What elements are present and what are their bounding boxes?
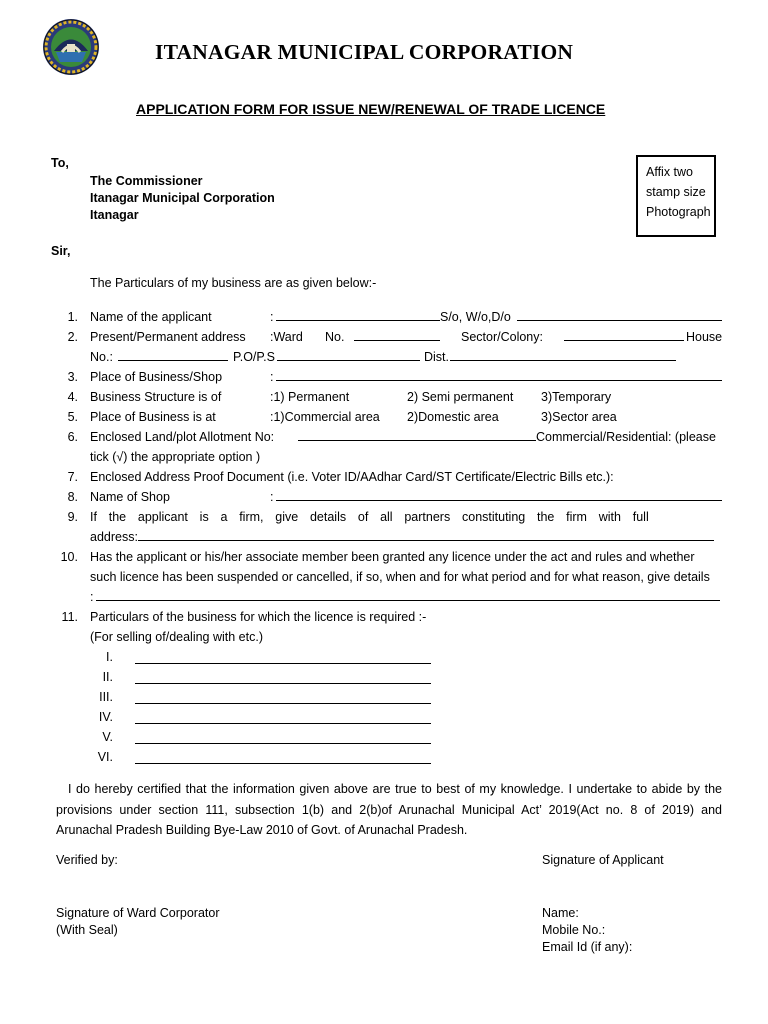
applicant-name-label: Name of the applicant xyxy=(90,310,212,324)
place-of-business-field[interactable] xyxy=(276,367,722,381)
location-option-sector[interactable]: 3)Sector area xyxy=(541,410,617,424)
name-label: Name: xyxy=(542,906,579,920)
item-number: 2. xyxy=(67,330,78,344)
email-label: Email Id (if any): xyxy=(542,940,633,954)
item-number: 6. xyxy=(67,430,78,444)
to-label: To, xyxy=(51,156,69,170)
ward-corporator-signature-label: Signature of Ward Corporator xyxy=(56,906,220,920)
item-number: 9. xyxy=(67,510,78,524)
ward-label: :Ward xyxy=(270,330,303,344)
colon: : xyxy=(270,490,274,504)
photo-box-line-1: Affix two xyxy=(646,165,694,179)
roman-numeral: II. xyxy=(102,670,113,684)
po-ps-label: P.O/P.S xyxy=(233,350,275,364)
declaration-text: I do hereby certified that the information given above are true to best of my knowledge. I undertake to abide by the provisions under section 111, subsection 1(b) and 2(b)of Arunachal Municipal Act’ 2019(Act no. 8 of 2019) and Arunachal Pradesh Building Bye-Law 2010 of Govt. of Arunachal Pradesh. xyxy=(56,782,722,837)
salutation: Sir, xyxy=(51,244,71,258)
structure-option-temporary[interactable]: 3)Temporary xyxy=(541,390,612,404)
firm-partners-label: If the applicant is a firm, give details of all partners constituting the firm with full xyxy=(90,510,649,524)
house-label: House xyxy=(686,330,723,344)
address-proof-label: Enclosed Address Proof Document (i.e. Voter ID/AAdhar Card/ST Certificate/Electric Bills etc.): xyxy=(90,470,614,484)
item-number: 4. xyxy=(67,390,78,404)
with-seal-label: (With Seal) xyxy=(56,923,118,937)
roman-numeral: VI. xyxy=(97,750,113,764)
mobile-label: Mobile No.: xyxy=(542,923,606,937)
po-ps-field[interactable] xyxy=(277,347,420,361)
business-structure-label: Business Structure is of xyxy=(90,390,222,404)
licence-history-field[interactable] xyxy=(96,587,720,601)
photo-box xyxy=(636,155,716,237)
business-particulars-label: Particulars of the business for which the licence is required :- xyxy=(90,610,427,624)
district-label: Dist. xyxy=(424,350,449,364)
roman-numeral: III. xyxy=(99,690,113,704)
intro-text: The Particulars of my business are as given below:- xyxy=(90,276,377,290)
recipient-line-3: Itanagar xyxy=(90,208,139,222)
particular-field-2[interactable] xyxy=(135,670,431,684)
corporation-logo-emblem xyxy=(42,18,100,80)
item-number: 7. xyxy=(67,470,78,484)
shop-name-field[interactable] xyxy=(276,487,722,501)
shop-name-label: Name of Shop xyxy=(90,490,170,504)
roman-numeral: I. xyxy=(106,650,113,664)
recipient-line-2: Itanagar Municipal Corporation xyxy=(90,191,275,205)
particular-field-6[interactable] xyxy=(135,750,431,764)
particular-field-5[interactable] xyxy=(135,730,431,744)
organization-title: ITANAGAR MUNICIPAL CORPORATION xyxy=(155,40,574,64)
verified-by-label: Verified by: xyxy=(56,853,118,867)
sector-label: Sector/Colony: xyxy=(461,330,543,344)
house-no-field[interactable] xyxy=(118,347,228,361)
business-location-label: Place of Business is at xyxy=(90,410,216,424)
photo-box-line-2: stamp size xyxy=(646,185,706,199)
sector-field[interactable] xyxy=(564,327,684,341)
item-number: 5. xyxy=(67,410,78,424)
recipient-line-1: The Commissioner xyxy=(90,174,203,188)
location-option-commercial[interactable]: :1)Commercial area xyxy=(270,410,380,424)
commercial-residential-label: Commercial/Residential: (please xyxy=(536,430,716,444)
licence-history-label: Has the applicant or his/her associate member been granted any licence under the act and rules and whether xyxy=(90,550,695,564)
particular-field-4[interactable] xyxy=(135,710,431,724)
relation-name-field[interactable] xyxy=(517,307,722,321)
house-no-label: No.: xyxy=(90,350,113,364)
allotment-no-field[interactable] xyxy=(298,427,536,441)
allotment-label: Enclosed Land/plot Allotment No: xyxy=(90,430,275,444)
item-number: 8. xyxy=(67,490,78,504)
particular-field-3[interactable] xyxy=(135,690,431,704)
item-number: 10. xyxy=(60,550,78,564)
address-label: Present/Permanent address xyxy=(90,330,246,344)
colon: : xyxy=(90,590,94,604)
location-option-domestic[interactable]: 2)Domestic area xyxy=(407,410,499,424)
photo-box-line-3: Photograph xyxy=(646,205,711,219)
colon: : xyxy=(270,370,274,384)
form-title: APPLICATION FORM FOR ISSUE NEW/RENEWAL OF TRADE LICENCE xyxy=(136,101,606,117)
firm-address-field[interactable] xyxy=(138,527,714,541)
item-number: 3. xyxy=(67,370,78,384)
applicant-signature-label: Signature of Applicant xyxy=(542,853,664,867)
tick-instruction: tick (√) the appropriate option ) xyxy=(90,450,261,464)
ward-no-label: No. xyxy=(325,330,345,344)
licence-history-line-2: such licence has been suspended or cancelled, if so, when and for what period and for what reason, give details xyxy=(90,570,710,584)
ward-no-field[interactable] xyxy=(354,327,440,341)
colon: : xyxy=(270,310,274,324)
item-number: 11. xyxy=(61,610,78,624)
firm-address-label: address: xyxy=(90,530,138,544)
relation-label: S/o, W/o,D/o xyxy=(440,310,511,324)
place-of-business-label: Place of Business/Shop xyxy=(90,370,223,384)
district-field[interactable] xyxy=(450,347,676,361)
roman-numeral: V. xyxy=(102,730,113,744)
applicant-name-field[interactable] xyxy=(276,307,440,321)
roman-numeral: IV. xyxy=(98,710,113,724)
item-number: 1. xyxy=(67,310,78,324)
particular-field-1[interactable] xyxy=(135,650,431,664)
structure-option-permanent[interactable]: :1) Permanent xyxy=(270,390,350,404)
business-particulars-hint: (For selling of/dealing with etc.) xyxy=(90,630,263,644)
structure-option-semi-permanent[interactable]: 2) Semi permanent xyxy=(407,390,514,404)
